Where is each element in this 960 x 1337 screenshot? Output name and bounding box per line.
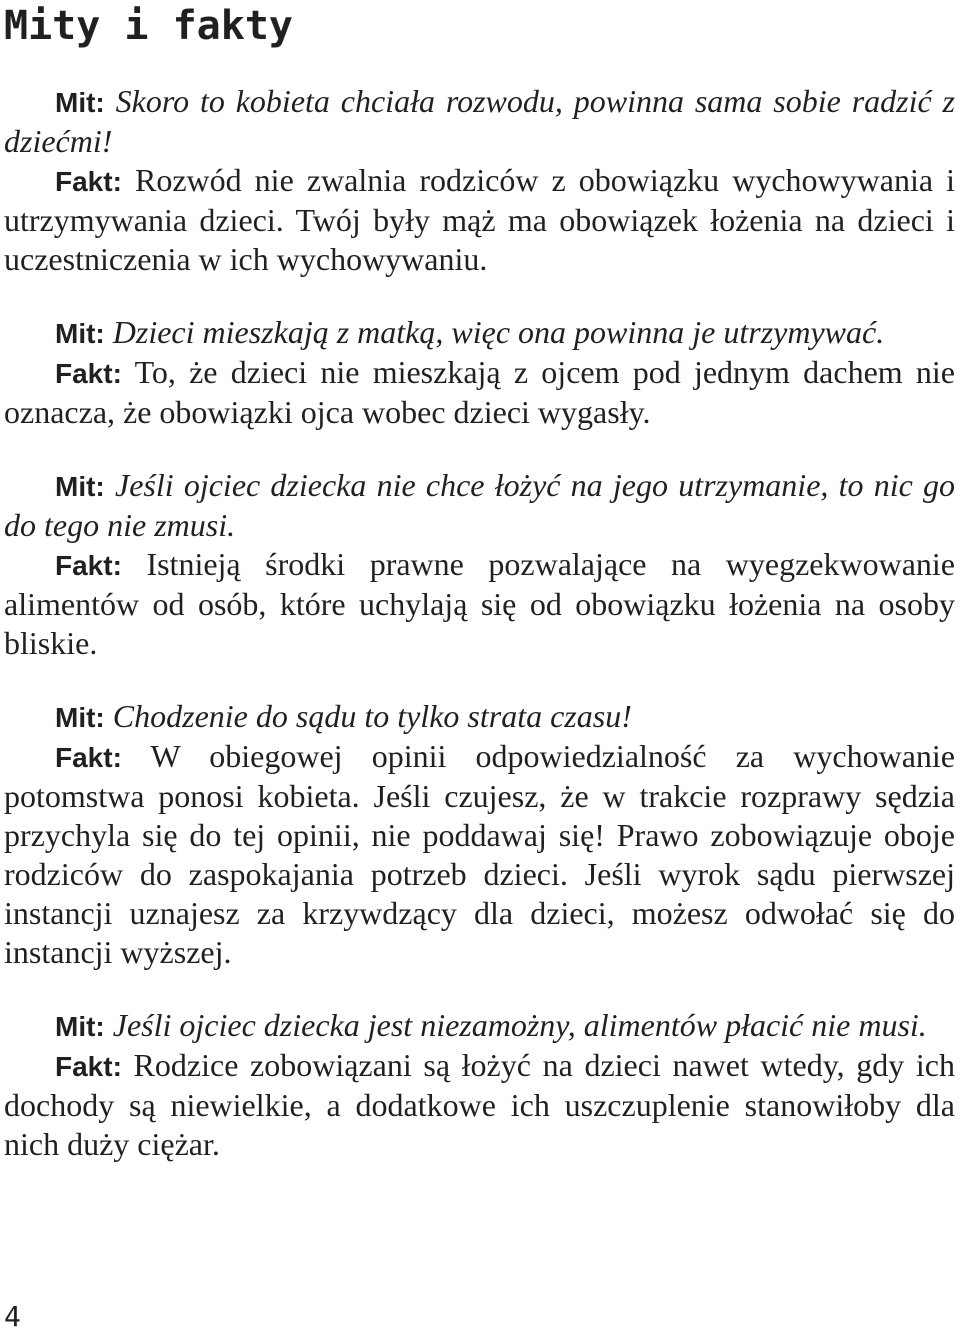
myth-paragraph [4, 1006, 955, 1046]
fact-text: Rozwód nie zwalnia rodziców z obowiązku wychowywania i utrzymywania dzieci. Twój były mąż ma obowiązek łożenia na dzieci i uczestniczenia w ich wychowywaniu. [4, 162, 956, 277]
myth-label: Mit: [55, 471, 105, 502]
myth-fact-entry-1 [4, 82, 955, 279]
myth-fact-entry-4 [4, 697, 955, 972]
fact-paragraph [4, 1046, 955, 1164]
fact-text: Rodzice zobowiązani są łożyć na dzieci nawet wtedy, gdy ich dochody są niewielkie, a dodatkowe ich uszczuplenie stanowiłoby dla nich duży ciężar. [4, 1047, 956, 1162]
fact-label: Fakt: [55, 1051, 122, 1082]
myth-fact-entry-3 [4, 466, 955, 663]
fact-paragraph [4, 737, 955, 972]
fact-paragraph [4, 161, 955, 279]
myth-label: Mit: [55, 1011, 105, 1042]
myth-text: Chodzenie do sądu to tylko strata czasu! [112, 698, 632, 734]
myth-fact-entry-5 [4, 1006, 955, 1164]
myths-facts-list [4, 82, 955, 1198]
myth-paragraph [4, 313, 955, 353]
myth-text: Dzieci mieszkają z matką, więc ona powinna je utrzymywać. [112, 314, 885, 350]
fact-text: W obiegowej opinii odpowiedzialność za wychowanie potomstwa ponosi kobieta. Jeśli czujesz, że w trakcie rozprawy sędzia przychyla się do tej opinii, nie poddawaj się! Prawo zobowiązuje oboje rodziców do zaspokajania potrzeb dzieci. Jeśli wyrok sądu pierwszej instancji uznajesz za krzywdzący dla dzieci, możesz odwołać się do instancji wyższej. [4, 738, 956, 970]
fact-paragraph [4, 353, 955, 432]
page-title: Mity i fakty [4, 3, 293, 49]
myth-label: Mit: [55, 87, 105, 118]
myth-text: Jeśli ojciec dziecka jest niezamożny, alimentów płacić nie musi. [112, 1007, 927, 1043]
myth-label: Mit: [55, 702, 105, 733]
fact-text: Istnieją środki prawne pozwalające na wyegzekwowanie alimentów od osób, które uchylają się od obowiązku łożenia na osoby bliskie. [4, 546, 955, 661]
myth-text: Jeśli ojciec dziecka nie chce łożyć na jego utrzymanie, to nic go do tego nie zmusi. [4, 467, 956, 543]
fact-label: Fakt: [55, 742, 122, 773]
myth-fact-entry-2 [4, 313, 955, 432]
fact-label: Fakt: [55, 166, 122, 197]
fact-label: Fakt: [55, 550, 122, 581]
myth-text: Skoro to kobieta chciała rozwodu, powinna sama sobie radzić z dziećmi! [4, 83, 956, 159]
fact-text: To, że dzieci nie mieszkają z ojcem pod jednym dachem nie oznacza, że obowiązki ojca wobec dzieci wygasły. [4, 354, 956, 430]
page-number: 4 [4, 1300, 21, 1333]
fact-label: Fakt: [55, 358, 122, 389]
myth-paragraph [4, 466, 955, 545]
fact-paragraph [4, 545, 955, 663]
myth-label: Mit: [55, 318, 105, 349]
myth-paragraph [4, 697, 955, 737]
myth-paragraph [4, 82, 955, 161]
